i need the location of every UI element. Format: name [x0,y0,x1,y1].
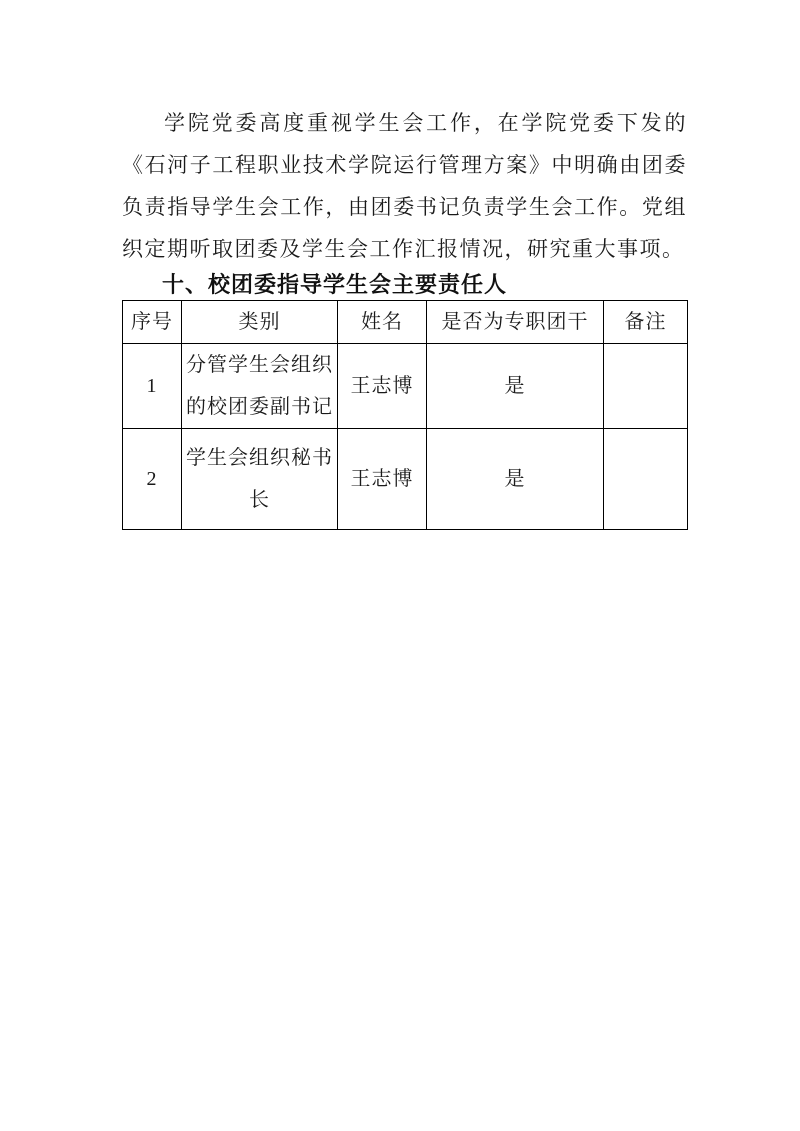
cell-name: 王志博 [338,344,427,429]
table-header-row [123,301,688,344]
cell-fulltime: 是 [427,429,604,530]
table-row [123,429,688,530]
header-cell-name: 姓名 [338,301,427,344]
table-row [123,344,688,429]
header-cell-remark: 备注 [604,301,688,344]
responsible-persons-table [122,300,688,530]
header-cell-category: 类别 [182,301,338,344]
document-content [122,102,687,530]
cell-index: 1 [123,344,182,429]
cell-index: 2 [123,429,182,530]
cell-category: 分管学生会组织的校团委副书记 [182,344,338,429]
cell-remark [604,429,688,530]
body-paragraph: 学院党委高度重视学生会工作，在学院党委下发的《石河子工程职业技术学院运行管理方案》中明确由团委负责指导学生会工作，由团委书记负责学生会工作。党组织定期听取团委及学生会工作汇报情况，研究重大事项。 [122,111,687,261]
header-cell-index: 序号 [123,301,182,344]
cell-fulltime: 是 [427,344,604,429]
cell-category: 学生会组织秘书长 [182,429,338,530]
header-cell-fulltime: 是否为专职团干 [427,301,604,344]
section-heading: 十、校团委指导学生会主要责任人 [162,272,508,297]
cell-remark [604,344,688,429]
cell-name: 王志博 [338,429,427,530]
